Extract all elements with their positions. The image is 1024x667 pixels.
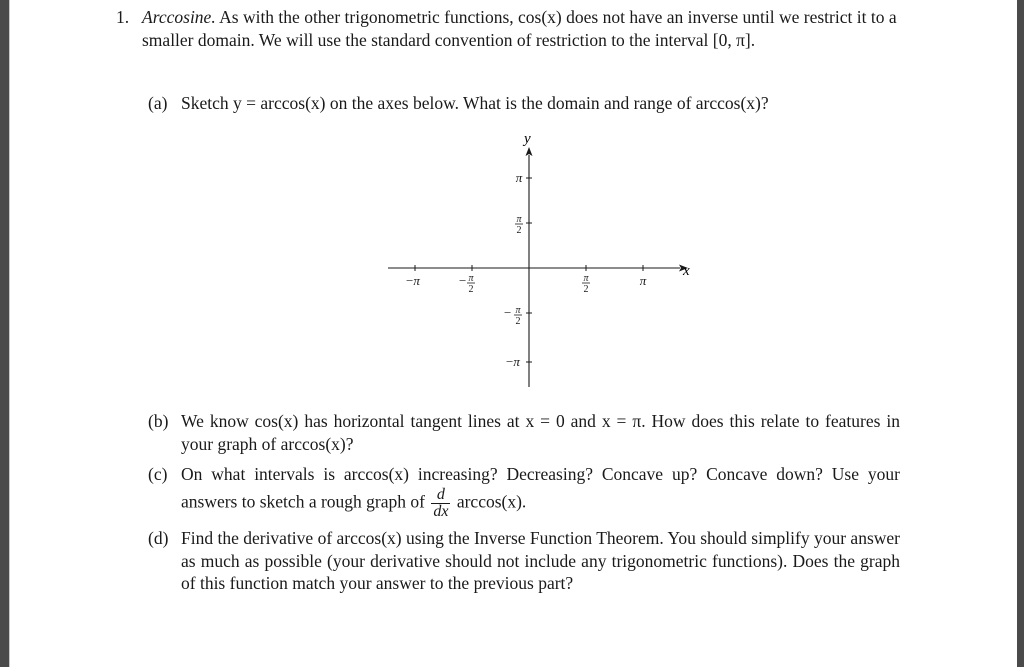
part-c-text-before: On what intervals is arccos(x) increasing? Decreasing? Concave up? Concave down? Use your answers to sketch a rough graph of [181, 464, 900, 512]
x-axis-label: x [683, 263, 690, 279]
part-b [148, 410, 900, 455]
part-d-text: Find the derivative of arccos(x) using the Inverse Function Theorem. You should simplify your answer as much as possible (your derivative should not include any trigonometric functions). Does the graph of this function match your answer to the previous part? [181, 528, 900, 593]
derivative-fraction-num: d [431, 487, 450, 504]
part-a-label: (a) [148, 93, 168, 113]
x-tick-label-neg-half-pi-num: π [468, 273, 474, 284]
part-a-text: Sketch y = arccos(x) on the axes below. What is the domain and range of arccos(x)? [181, 93, 769, 113]
derivative-fraction [431, 487, 450, 520]
y-tick-label-neg-half-pi-minus: − [504, 305, 512, 320]
part-c [148, 462, 900, 520]
x-tick-label-neg-pi: −π [406, 273, 420, 288]
y-axis-arrow [526, 147, 533, 156]
problem-title: Arccosine. [142, 7, 216, 27]
y-tick-label-half-pi-den: 2 [516, 225, 522, 236]
part-c-label: (c) [148, 464, 168, 484]
part-d-label: (d) [148, 528, 169, 548]
problem-statement [118, 6, 908, 51]
y-tick-label-neg-half-pi-den: 2 [515, 316, 521, 327]
derivative-fraction-den: dx [433, 503, 449, 520]
part-b-text: We know cos(x) has horizontal tangent lines at x = 0 and x = π. How does this relate to features in your graph of arccos(x)? [181, 411, 900, 454]
part-b-label: (b) [148, 411, 169, 431]
x-tick-label-half-pi-num: π [583, 273, 589, 284]
x-tick-label-half-pi-den: 2 [583, 284, 589, 295]
problem-number: 1. [116, 7, 130, 27]
x-tick-label-neg-half-pi-minus: − [459, 273, 467, 288]
y-tick-label-neg-half-pi-num: π [515, 305, 521, 316]
problem-intro: As with the other trigonometric functions, cos(x) does not have an inverse until we restrict it to a smaller domain. We will use the standard convention of restriction to the interval [0, π]. [142, 7, 897, 50]
part-c-text [181, 462, 900, 520]
y-tick-label-half-pi-num: π [516, 214, 522, 225]
y-tick-label-pi: π [515, 170, 523, 185]
y-axis-label: y [524, 131, 531, 147]
x-tick-label-pi: π [639, 273, 647, 288]
axes-diagram [0, 125, 1024, 425]
part-a [148, 92, 868, 115]
x-tick-label-neg-half-pi-den: 2 [468, 284, 474, 295]
part-d [148, 527, 900, 595]
y-tick-label-neg-pi: −π [506, 354, 520, 369]
part-c-text-after: arccos(x). [456, 491, 527, 512]
